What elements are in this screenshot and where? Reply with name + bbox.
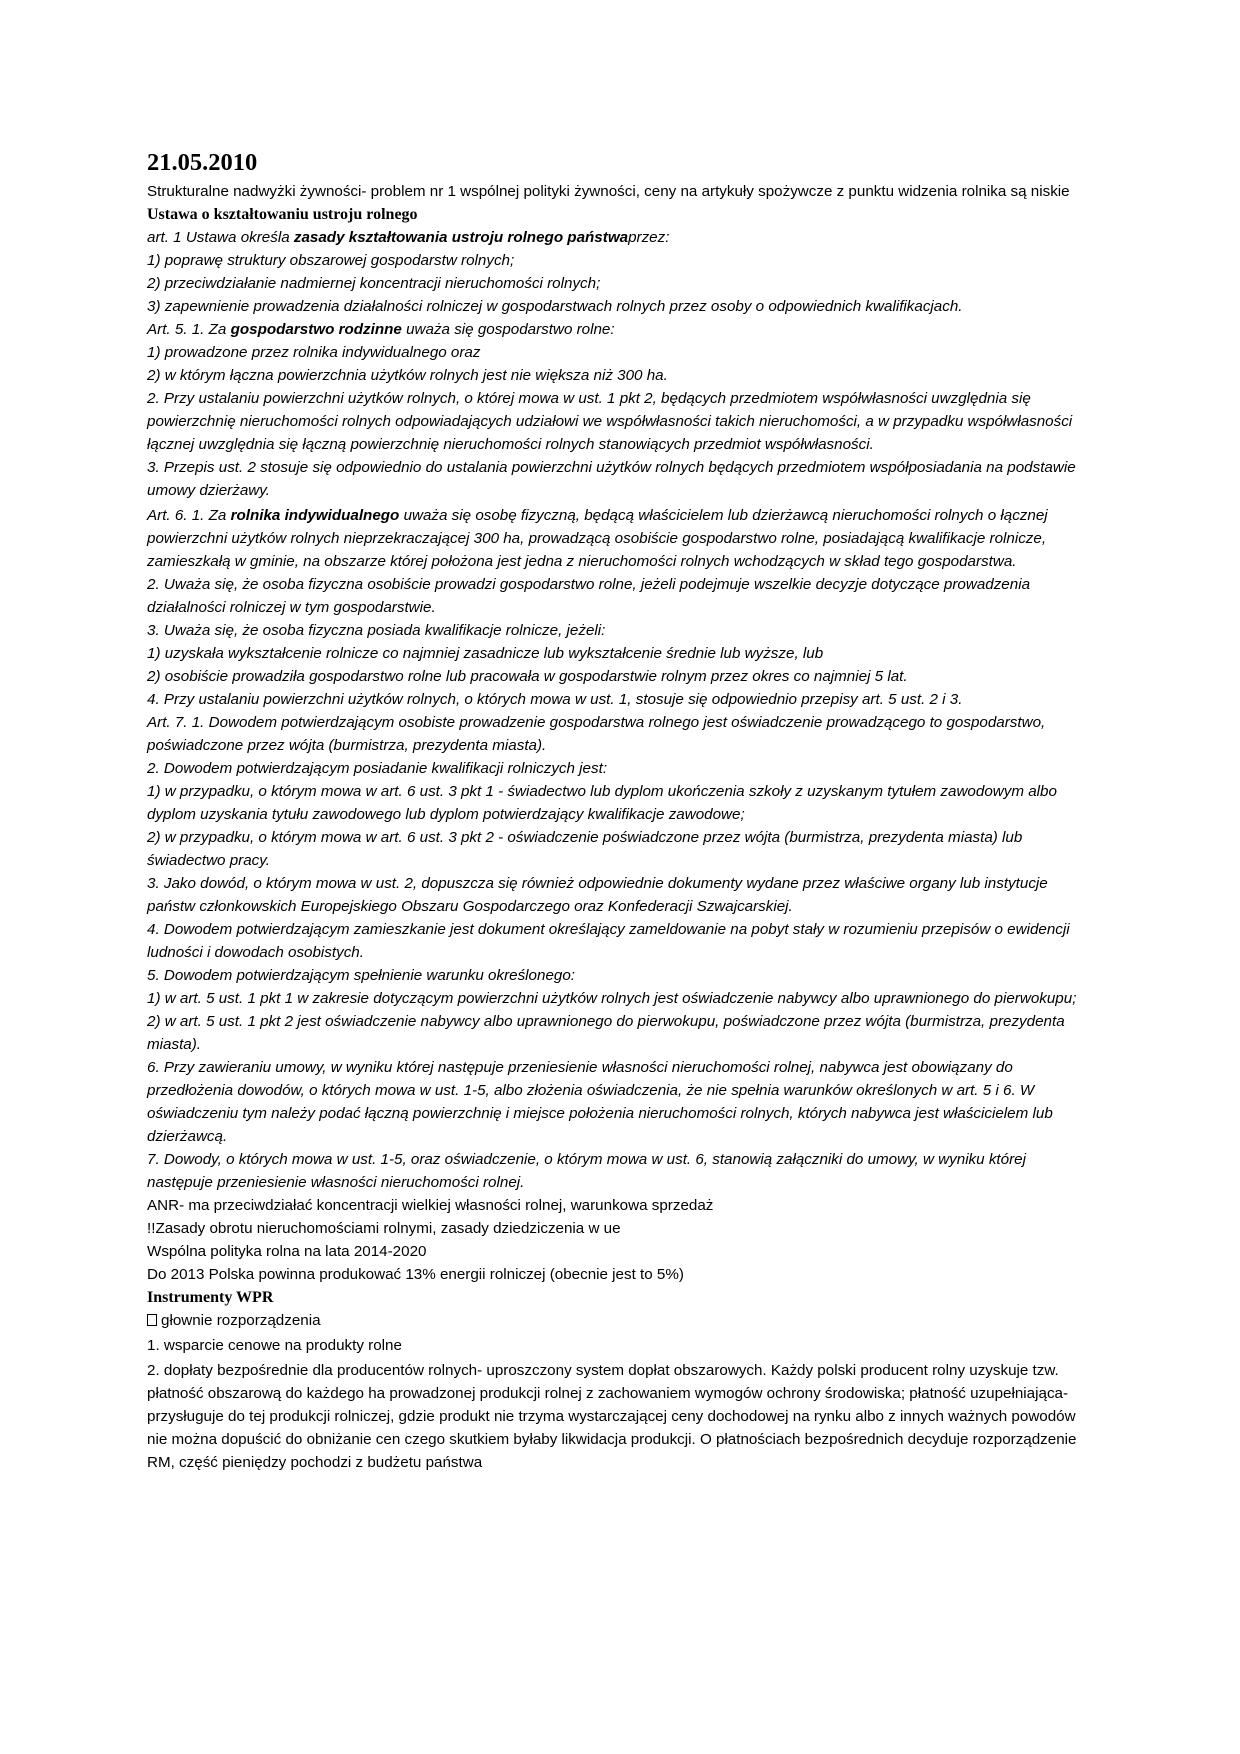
note-line: Wspólna polityka rolna na lata 2014-2020 — [147, 1243, 427, 1260]
art7-item: 7. Dowody, o których mowa w ust. 1-5, oraz oświadczenie, o którym mowa w ust. 6, stanowią załączniki do umowy, w wyniku której następuje przeniesienie własności nieruchomości rolnej. — [147, 1151, 1026, 1191]
heading-instrumenty: Instrumenty WPR — [147, 1289, 274, 1306]
art7-item: Art. 7. 1. Dowodem potwierdzającym osobiste prowadzenie gospodarstwa rolnego jest oświadczenie prowadzącego to gospodarstwo, poświadczone przez wójta (burmistrza, prezydenta miasta). — [147, 714, 1046, 754]
art1-pre: art. 1 Ustawa określa — [147, 229, 294, 246]
art6-intro — [147, 504, 1087, 573]
art6-item: 2) osobiście prowadziła gospodarstwo rolne lub pracowała w gospodarstwie rolnym przez okres co najmniej 5 lat. — [147, 668, 908, 685]
art7-item: 3. Jako dowód, o którym mowa w ust. 2, dopuszcza się również odpowiednie dokumenty wydane przez właściwe organy lub instytucje państw członkowskich Europejskiego Obszaru Gospodarczego oraz Konfederacji Szwajcarskiej. — [147, 875, 1048, 915]
art6-item: 1) uzyskała wykształcenie rolnicze co najmniej zasadnicze lub wykształcenie średnie lub wyższe, lub — [147, 645, 824, 662]
note-line: ANR- ma przeciwdziałać koncentracji wielkiej własności rolnej, warunkowa sprzedaż — [147, 1197, 714, 1214]
note-line: !!Zasady obrotu nieruchomościami rolnymi, zasady dziedziczenia w ue — [147, 1220, 621, 1237]
art6-item: 2. Uważa się, że osoba fizyczna osobiście prowadzi gospodarstwo rolne, jeżeli podejmuje wszelkie decyzje dotyczące prowadzenia działalności rolniczej w tym gospodarstwie. — [147, 576, 1031, 616]
instrumenty-item: 2. dopłaty bezpośrednie dla producentów rolnych- uproszczony system dopłat obszarowych. Każdy polski producent rolny uzyskuje tzw. płatność obszarową do każdego ha prowadzonej produkcji rolnej z zachowaniem wymogów ochrony środowiska; płatność uzupełniająca- przysługuje do tej produkcji rolniczej, gdzie produkt nie trzyma wystarczającej ceny dochodowej na rynku albo z innych ważnych powodów nie można dopuścić do obniżanie cen czego skutkiem byłaby likwidacja produkcji. O płatnościach bezpośrednich decyduje rozporządzenie RM, część pieniędzy pochodzi z budżetu państwa — [147, 1362, 1077, 1471]
art7-item: 2) w przypadku, o którym mowa w art. 6 ust. 3 pkt 2 - oświadczenie poświadczone przez wójta (burmistrza, prezydenta miasta) lub świadectwo pracy. — [147, 829, 1023, 869]
art1-intro — [147, 226, 1087, 249]
art5-post: uważa się gospodarstwo rolne: — [401, 321, 615, 338]
art6-item: 3. Uważa się, że osoba fizyczna posiada kwalifikacje rolnicze, jeżeli: — [147, 622, 606, 639]
heading-ustawa: Ustawa o kształtowaniu ustroju rolnego — [147, 206, 418, 223]
intro-paragraph: Strukturalne nadwyżki żywności- problem nr 1 wspólnej polityki żywności, ceny na artykuły spożywcze z punktu widzenia rolnika są niskie — [147, 183, 1070, 200]
art7-item: 1) w art. 5 ust. 1 pkt 1 w zakresie dotyczącym powierzchni użytków rolnych jest oświadczenie nabywcy albo uprawnionego do pierwokupu; — [147, 990, 1077, 1007]
art1-item: 3) zapewnienie prowadzenia działalności rolniczej w gospodarstwach rolnych przez osoby o odpowiednich kwalifikacjach. — [147, 298, 963, 315]
instrumenty-note — [147, 1309, 1087, 1332]
instrumenty-item: 1. wsparcie cenowe na produkty rolne — [147, 1337, 402, 1354]
art7-item: 1) w przypadku, o którym mowa w art. 6 ust. 3 pkt 1 - świadectwo lub dyplom ukończenia szkoły z uzyskanym tytułem zawodowym albo dyplom uzyskania tytułu zawodowego lub dyplom potwierdzający kwalifikacje zawodowe; — [147, 783, 1057, 823]
art6-item: 4. Przy ustalaniu powierzchni użytków rolnych, o których mowa w ust. 1, stosuje się odpowiednio przepisy art. 5 ust. 2 i 3. — [147, 691, 963, 708]
art1-post: przez: — [628, 229, 670, 246]
art5-bold: gospodarstwo rodzinne — [230, 321, 402, 338]
art5-pre: Art. 5. 1. Za — [147, 321, 231, 338]
art5-item: 2. Przy ustalaniu powierzchni użytków rolnych, o której mowa w ust. 1 pkt 2, będących przedmiotem współwłasności uwzględnia się powierzchnię nieruchomości rolnych odpowiadających udziałowi we współwłasności takich nieruchomości, a w przypadku współwłasności łącznej uwzględnia się łączną powierzchnię nieruchomości rolnych stanowiących przedmiot współwłasności. — [147, 390, 1073, 453]
art1-item: 2) przeciwdziałanie nadmiernej koncentracji nieruchomości rolnych; — [147, 275, 601, 292]
art6-pre: Art. 6. 1. Za — [147, 507, 231, 524]
art5-item: 1) prowadzone przez rolnika indywidualnego oraz — [147, 344, 481, 361]
note-line: Do 2013 Polska powinna produkować 13% energii rolniczej (obecnie jest to 5%) — [147, 1266, 684, 1283]
art7-item: 2) w art. 5 ust. 1 pkt 2 jest oświadczenie nabywcy albo uprawnionego do pierwokupu, poświadczone przez wójta (burmistrza, prezydenta miasta). — [147, 1013, 1065, 1053]
art7-item: 4. Dowodem potwierdzającym zamieszkanie jest dokument określający zameldowanie na pobyt stały w rozumieniu przepisów o ewidencji ludności i dowodach osobistych. — [147, 921, 1070, 961]
art7-item: 6. Przy zawieraniu umowy, w wyniku której następuje przeniesienie własności nieruchomości rolnej, nabywca jest obowiązany do przedłożenia dowodów, o których mowa w ust. 1-5, albo złożenia oświadczenia, że nie spełnia warunków określonych w art. 5 i 6. W oświadczeniu tym należy podać łączną powierzchnię i miejsce położenia nieruchomości rolnych, których nabywca jest właścicielem lub dzierżawcą. — [147, 1059, 1053, 1145]
checkbox-icon — [147, 1314, 157, 1326]
art5-item: 2) w którym łączna powierzchnia użytków rolnych jest nie większa niż 300 ha. — [147, 367, 668, 384]
instrumenty-note-text: głownie rozporządzenia — [161, 1312, 321, 1329]
art6-post: uważa się osobę fizyczną, będącą właścicielem lub dzierżawcą nieruchomości rolnych o łącznej powierzchni użytków rolnych nieprzekraczającej 300 ha, prowadzącą osobiście gospodarstwo rolne, posiadającą kwalifikacje rolnicze, zamieszkałą w gminie, na obszarze której położona jest jedna z nieruchomości rolnych wchodzących w skład tego gospodarstwa. — [147, 507, 1048, 570]
art1-bold: zasady kształtowania ustroju rolnego państwa — [293, 229, 629, 246]
art7-item: 5. Dowodem potwierdzającym spełnienie warunku określonego: — [147, 967, 576, 984]
document-page — [147, 148, 1087, 1474]
art5-intro — [147, 318, 1087, 341]
art5-item: 3. Przepis ust. 2 stosuje się odpowiednio do ustalania powierzchni użytków rolnych będących przedmiotem współposiadania na podstawie umowy dzierżawy. — [147, 459, 1076, 499]
art7-item: 2. Dowodem potwierdzającym posiadanie kwalifikacji rolniczych jest: — [147, 760, 608, 777]
art6-bold: rolnika indywidualnego — [230, 507, 400, 524]
art1-item: 1) poprawę struktury obszarowej gospodarstw rolnych; — [147, 252, 515, 269]
document-date: 21.05.2010 — [147, 149, 258, 176]
